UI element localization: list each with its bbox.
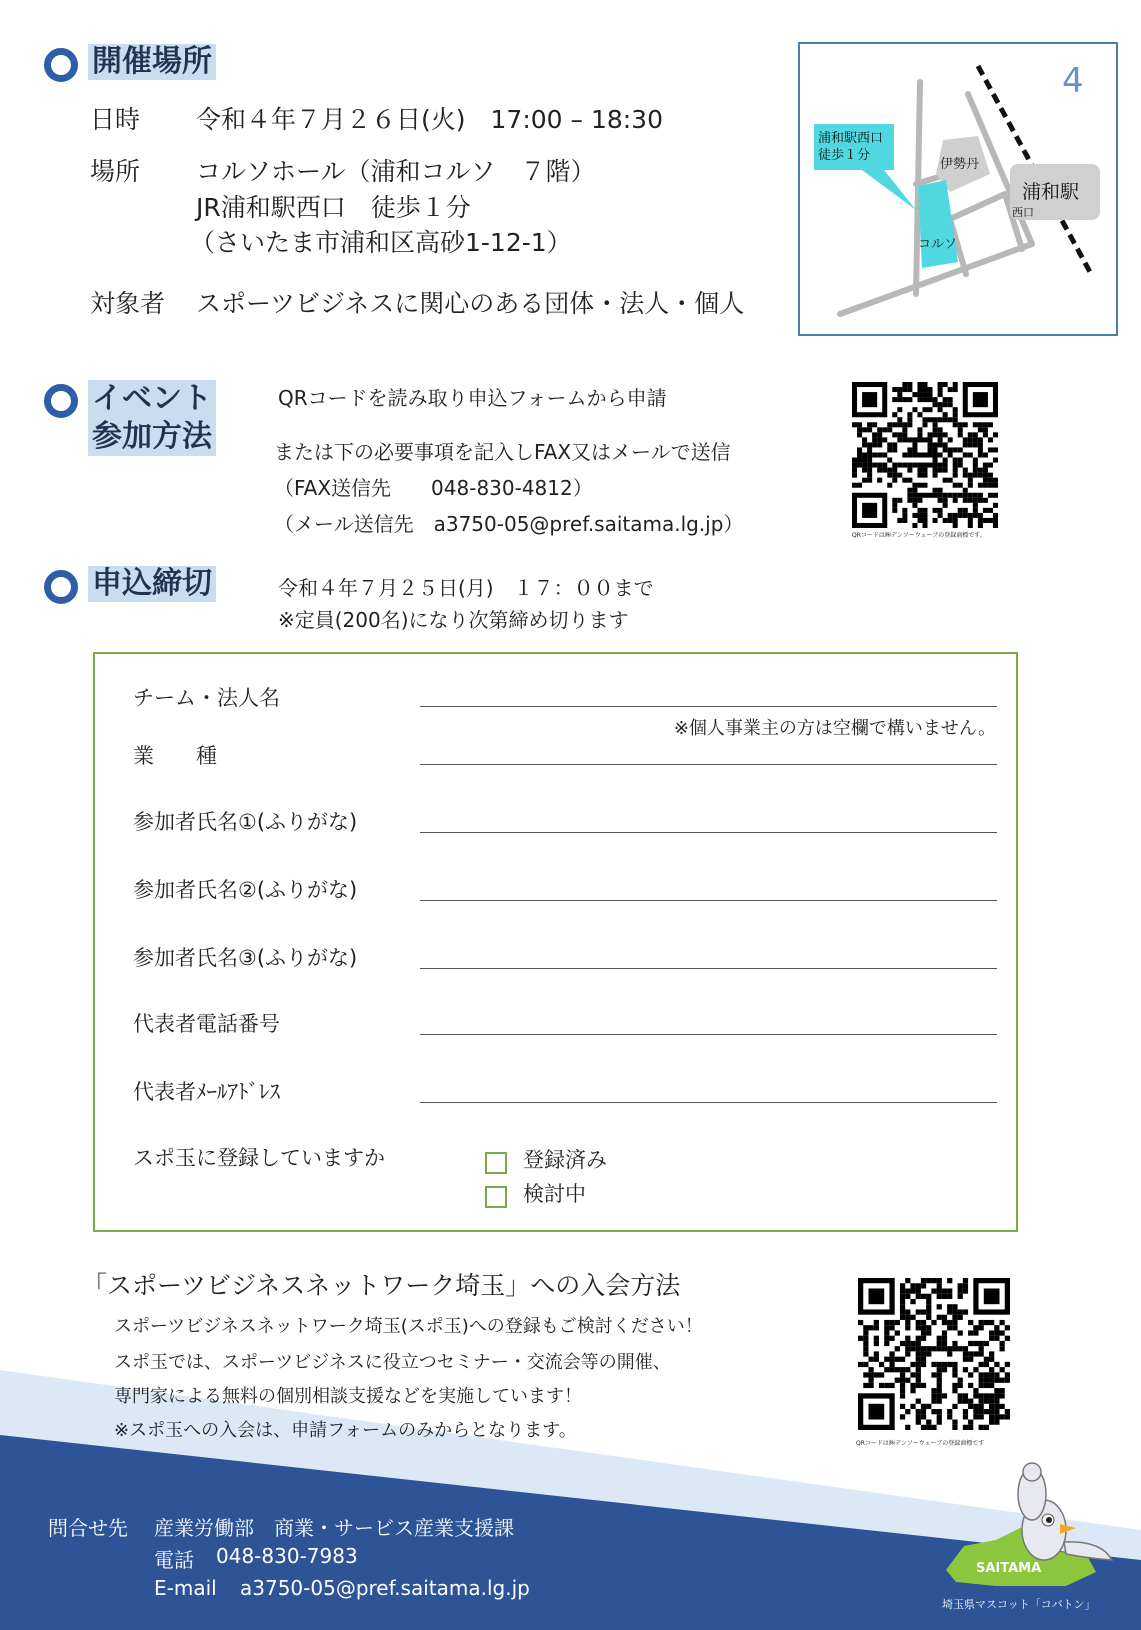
considering-option-label: 検討中: [523, 1182, 586, 1206]
email-field[interactable]: [420, 1102, 997, 1103]
event-qr-code[interactable]: [852, 382, 998, 528]
station-label: 浦和駅: [1022, 181, 1080, 203]
participant2-label: 参加者氏名②(ふりがな): [133, 878, 358, 902]
email-label: 代表者ﾒｰﾙｱﾄﾞﾚｽ: [133, 1080, 280, 1104]
phone-label: 代表者電話番号: [133, 1012, 280, 1036]
venue-heading-label: 開催場所: [88, 44, 216, 80]
contact-phone-label: 電話: [154, 1548, 194, 1572]
industry-label: 業 種: [133, 744, 217, 768]
contact-dept: 産業労働部 商業・サービス産業支援課: [154, 1516, 514, 1540]
north-mark: 4: [1062, 61, 1084, 101]
participant3-label: 参加者氏名③(ふりがな): [133, 946, 358, 970]
industry-field[interactable]: [420, 764, 997, 765]
participant3-field[interactable]: [420, 968, 997, 969]
place-label: 場所: [90, 157, 141, 186]
registered-option-label: 登録済み: [523, 1148, 607, 1172]
event-line2: または下の必要事項を記入しFAX又はメールで送信: [274, 440, 731, 464]
membership-line2: スポ玉では、スポーツビジネスに役立つセミナー・交流会等の開催、: [114, 1352, 671, 1373]
contact-email[interactable]: a3750-05@pref.saitama.lg.jp: [240, 1576, 530, 1600]
deadline-line1: 令和４年７月２５日(月) １７：００まで: [278, 576, 654, 600]
contact-email-label: E-mail: [154, 1576, 217, 1600]
target-label: 対象者: [90, 289, 166, 318]
membership-line4: ※スポ玉への入会は、申請フォームのみからとなります。: [114, 1420, 577, 1441]
place-line2: JR浦和駅西口 徒歩１分: [196, 193, 471, 222]
callout-line2: 徒歩１分: [818, 148, 871, 163]
station-exit-label: 西口: [1012, 206, 1034, 219]
mascot-badge: SAITAMA: [976, 1561, 1042, 1576]
event-line3: （FAX送信先 048-830-4812）: [274, 476, 593, 500]
event-line4: （メール送信先 a3750-05@pref.saitama.lg.jp）: [274, 512, 744, 536]
registered-checkbox[interactable]: [485, 1152, 507, 1174]
event-qr-caption: QRコードは㈱デンソーウェーブの登録商標です。: [852, 532, 986, 539]
mascot: [936, 1462, 1126, 1622]
participant1-field[interactable]: [420, 832, 997, 833]
event-heading-line1: イベント: [88, 380, 216, 418]
kobaton-mascot-icon: [936, 1462, 1126, 1592]
membership-heading: 「スポーツビジネスネットワーク埼玉」への入会方法: [82, 1271, 681, 1300]
deadline-heading: [44, 566, 216, 604]
bullet-icon: [44, 570, 78, 604]
participant1-label: 参加者氏名①(ふりがな): [133, 810, 358, 834]
place-line1: コルソホール（浦和コルソ ７階）: [196, 157, 596, 186]
mascot-caption: 埼玉県マスコット「コバトン」: [942, 1598, 1096, 1611]
venue-heading: [44, 44, 216, 82]
phone-field[interactable]: [420, 1034, 997, 1035]
membership-qr-code[interactable]: [858, 1278, 1010, 1430]
considering-checkbox[interactable]: [485, 1186, 507, 1208]
registered-question: スポ玉に登録していますか: [133, 1146, 385, 1170]
map-drawing: [800, 44, 1116, 334]
place-line3: （さいたま市浦和区高砂1-12-1）: [190, 228, 572, 257]
event-heading-line2: 参加方法: [88, 418, 216, 456]
deadline-heading-label: 申込締切: [88, 566, 216, 602]
team-name-field[interactable]: [420, 706, 997, 707]
bullet-icon: [44, 48, 78, 82]
event-line1: QRコードを読み取り申込フォームから申請: [278, 386, 667, 410]
contact-phone: 048-830-7983: [216, 1544, 358, 1568]
corso-label: コルソ: [918, 237, 958, 252]
team-name-label: チーム・法人名: [133, 686, 280, 710]
callout-line1: 浦和駅西口: [818, 131, 884, 146]
bullet-icon: [44, 384, 78, 418]
isetan-label: 伊勢丹: [940, 157, 980, 172]
membership-line3: 専門家による無料の個別相談支援などを実施しています！: [114, 1386, 582, 1407]
application-form: [93, 652, 1018, 1232]
date-label: 日時: [90, 105, 141, 134]
event-heading: [44, 380, 216, 456]
participant2-field[interactable]: [420, 900, 997, 901]
date-value: 令和４年７月２６日(火) 17:00 – 18:30: [196, 105, 663, 134]
contact-label: 問合せ先: [48, 1516, 128, 1540]
corso-building: [918, 180, 958, 268]
individual-note: ※個人事業主の方は空欄で構いません。: [673, 718, 996, 739]
access-map: [798, 42, 1118, 336]
target-value: スポーツビジネスに関心のある団体・法人・個人: [196, 289, 745, 318]
membership-line1: スポーツビジネスネットワーク埼玉(スポ玉)への登録もご検討ください！: [114, 1316, 703, 1337]
membership-qr-caption: QRコードは㈱デンソーウェーブの登録商標です: [856, 1440, 985, 1447]
deadline-line2: ※定員(200名)になり次第締め切ります: [278, 608, 629, 632]
